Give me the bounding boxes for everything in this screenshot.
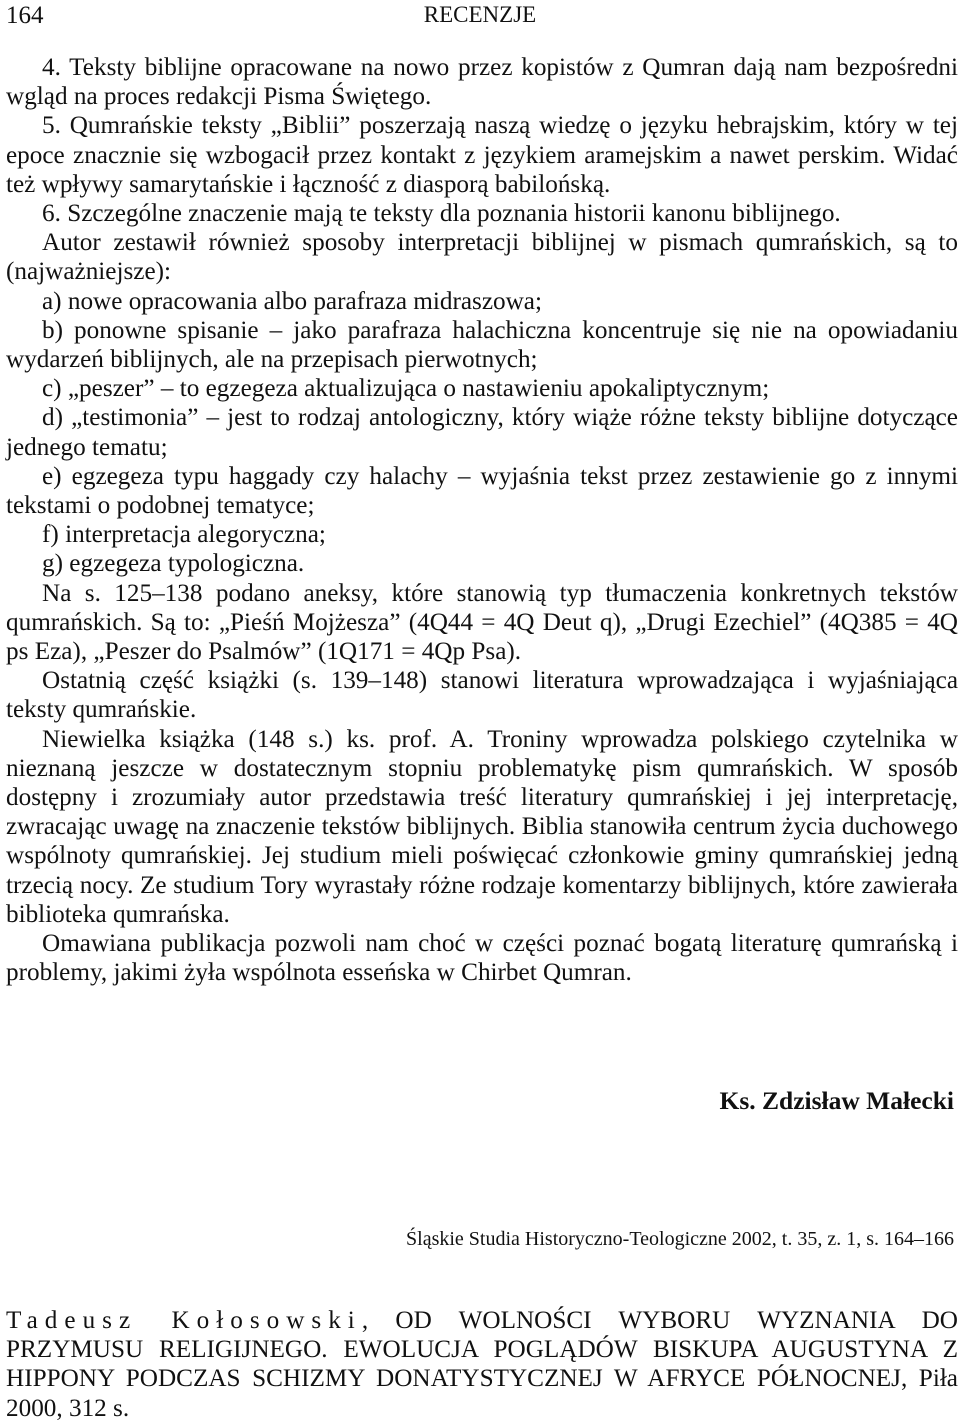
page-number: 164 [6,2,44,29]
paragraph-annexes: Na s. 125–138 podano aneksy, które stanowią typ tłumaczenia konkretnych tekstów qumrańskich. Są to: „Pieśń Mojżesza” (4Q44 = 4Q Deut q), „Drugi Ezechiel” (4Q385 = 4Q ps Eza), „Peszer do Psalmów” (1Q171 = 4Qp Psa). [6,579,958,666]
list-item-d: d) „testimonia” – jest to rodzaj antologiczny, który wiąże różne teksty biblijne dotyczące jednego tematu; [6,404,958,461]
running-title: RECENZJE [423,2,537,27]
list-item-e: e) egzegeza typu haggady czy halachy – wyjaśnia tekst przez zestawienie go z innymi tekstami o podobnej tematyce; [6,462,958,520]
next-review-title: , OD WOLNOŚCI WYBORU WYZNANIA DO PRZYMUSU RELIGIJNEGO. EWOLUCJA POGLĄDÓW BISKUPA AUGUSTYNA Z HIPPONY PODCZAS SCHIZMY DONATYSTYCZNEJ W AFRYCE PÓŁNOCNEJ, Piła 2000, 312 s. [6,1307,958,1422]
paragraph-conclusion: Omawiana publikacja pozwoli nam choć w części poznać bogatą literaturę qumrańską i problemy, jakimi żyła wspólnota esseńska w Chirbet Qumran. [6,930,958,987]
paragraph-interpretation-intro: Autor zestawił również sposoby interpretacji biblijnej w pismach qumrańskich, są to (najważniejsze): [6,229,958,286]
page-header [6,2,954,32]
next-review-bibliography [6,1306,958,1423]
paragraph-point-5: 5. Qumrańskie teksty „Biblii” poszerzają naszą wiedzę o języku hebrajskim, który w tej epoce znacznie się wzbogacił przez kontakt z językiem aramejskim a nawet perskim. Widać też wpływy samarytańskie i łączność z diasporą babilońską. [6,112,958,198]
paragraph-point-4: 4. Teksty biblijne opracowane na nowo przez kopistów z Qumran dają nam bezpośredni wgląd na proces redakcji Pisma Świętego. [6,54,958,111]
list-item-b: b) ponowne spisanie – jako parafraza halachiczna koncentruje się nie na opowiadaniu wydarzeń biblijnych, ale na przepisach pierwotnych; [6,316,958,374]
list-item-g: g) egzegeza typologiczna. [42,550,305,578]
list-item-f: f) interpretacja alegoryczna; [42,521,326,549]
reviewer-signature: Ks. Zdzisław Małecki [719,1086,954,1115]
list-item-a: a) nowe opracowania albo parafraza midraszowa; [42,287,542,315]
next-review-author: Tadeusz Kołosowski [6,1307,362,1334]
list-item-c: c) „peszer” – to egzegeza aktualizująca o nastawieniu apokaliptycznym; [42,375,770,403]
review-body [6,53,958,988]
paragraph-evaluation: Niewielka książka (148 s.) ks. prof. A. Troniny wprowadza polskiego czytelnika w nieznaną jeszcze w dostatecznym stopniu problematykę pism qumrańskich. W sposób dostępny i zrozumiały autor przedstawia treść literatury qumrańskiej i jej interpretację, zwracając uwagę na znaczenie tekstów biblijnych. Biblia stanowiła centrum życia duchowego wspólnoty qumrańskiej. Jej studium mieli poświęcać członkowie gminy qumrańskiej jedną trzecią nocy. Ze studium Tory wyrastały różne rodzaje komentarzy biblijnych, które zawierała biblioteka qumrańska. [6,725,958,928]
paragraph-point-6: 6. Szczególne znaczenie mają te teksty dla poznania historii kanonu biblijnego. [42,200,841,228]
paragraph-literature: Ostatnią część książki (s. 139–148) stanowi literatura wprowadzająca i wyjaśniająca teksty qumrańskie. [6,667,958,724]
source-citation: Śląskie Studia Historyczno-Teologiczne 2002, t. 35, z. 1, s. 164–166 [406,1228,954,1250]
